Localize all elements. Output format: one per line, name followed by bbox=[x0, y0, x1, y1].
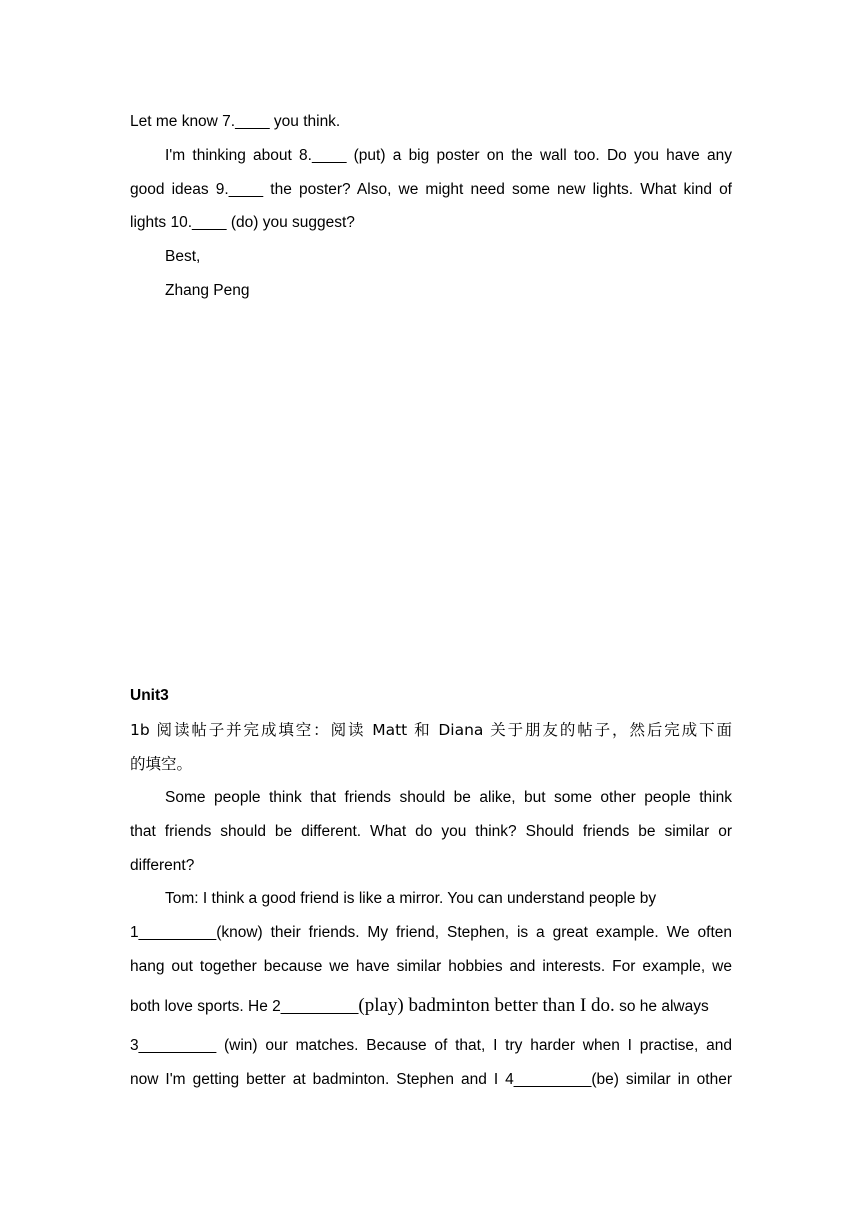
line-segment-serif: (play) badminton better than I do. bbox=[358, 995, 615, 1016]
letter-paragraph-line: lights 10.____ (do) you suggest? bbox=[130, 214, 355, 231]
intro-paragraph-line: different? bbox=[130, 857, 195, 874]
letter-line-7: Let me know 7.____ you think. bbox=[130, 113, 341, 130]
tom-paragraph-line: 3_________ (win) our matches. Because of that, I try harder when I practise, and bbox=[130, 1037, 732, 1054]
letter-signature: Zhang Peng bbox=[165, 282, 250, 299]
tom-paragraph-line-mixed bbox=[130, 996, 732, 1017]
unit-heading: Unit3 bbox=[130, 687, 169, 704]
line-segment: both love sports. He 2_________ bbox=[130, 998, 359, 1015]
tom-paragraph-line: 1_________(know) their friends. My friend, Stephen, is a great example. We often bbox=[130, 924, 732, 941]
tom-paragraph-line: Tom: I think a good friend is like a mirror. You can understand people by bbox=[165, 890, 657, 907]
instruction-line: 1b 阅读帖子并完成填空：阅读 Matt 和 Diana 关于朋友的帖子，然后完成下面 bbox=[130, 721, 732, 739]
tom-paragraph-line: hang out together because we have similar hobbies and interests. For example, we bbox=[130, 958, 732, 975]
letter-paragraph-line: I'm thinking about 8.____ (put) a big poster on the wall too. Do you have any bbox=[165, 147, 732, 164]
tom-paragraph-line: now I'm getting better at badminton. Stephen and I 4_________(be) similar in other bbox=[130, 1071, 732, 1088]
intro-paragraph-line: Some people think that friends should be alike, but some other people think bbox=[165, 789, 732, 806]
intro-paragraph-line: that friends should be different. What do you think? Should friends be similar or bbox=[130, 823, 732, 840]
letter-paragraph-line: good ideas 9.____ the poster? Also, we might need some new lights. What kind of bbox=[130, 181, 732, 198]
letter-closing: Best, bbox=[165, 248, 201, 265]
line-segment: so he always bbox=[614, 998, 709, 1015]
instruction-line: 的填空。 bbox=[130, 755, 193, 773]
